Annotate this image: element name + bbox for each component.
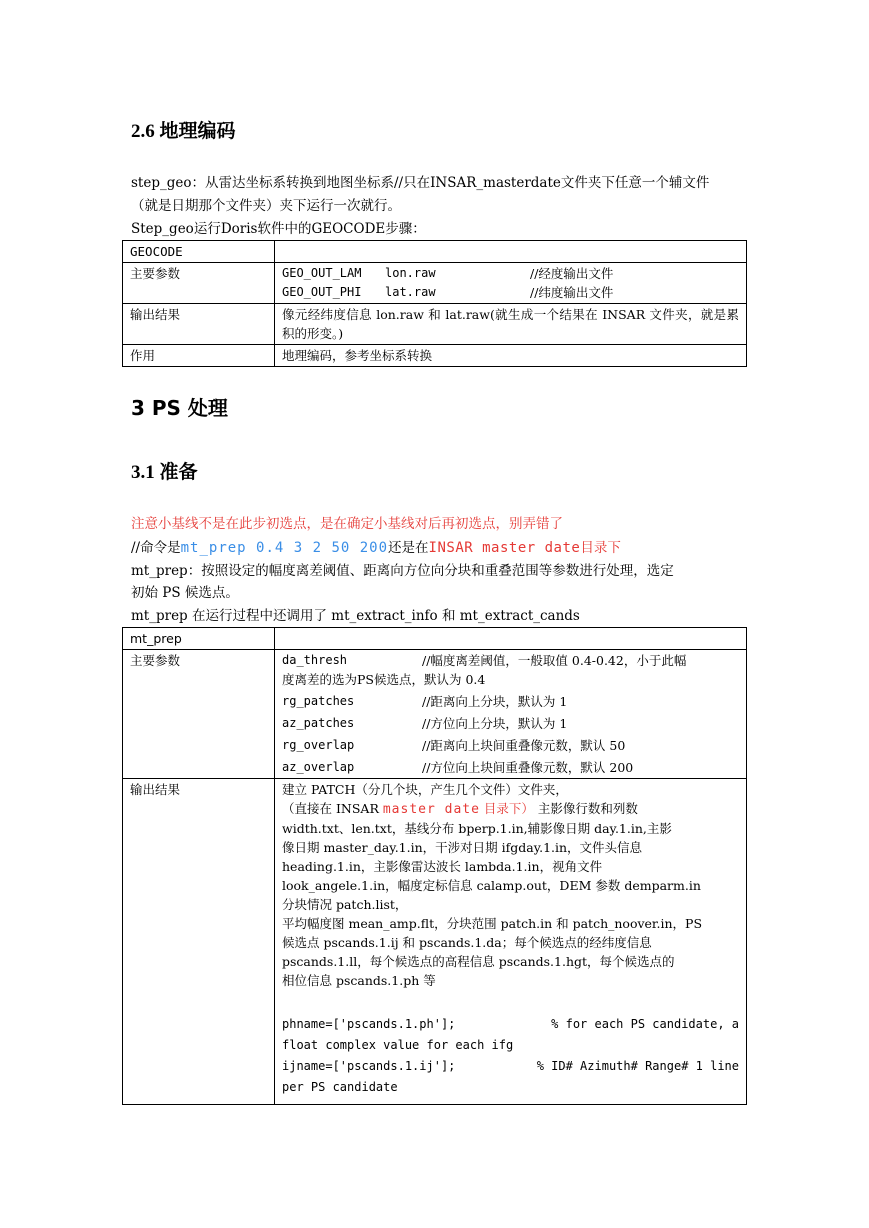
command-suffix: 目录下 bbox=[580, 540, 621, 556]
geocode-output-label: 输出结果 bbox=[123, 304, 275, 345]
geocode-param-row bbox=[282, 264, 739, 283]
mt-prep-params-label: 主要参数 bbox=[123, 650, 275, 779]
blank-line bbox=[282, 990, 739, 1014]
param-value: lat.raw bbox=[385, 285, 436, 299]
output-fragment-red: 目录下） bbox=[483, 801, 534, 816]
mt-prep-param-row bbox=[282, 736, 739, 755]
param-key: GEO_OUT_PHI bbox=[282, 285, 362, 299]
code-line bbox=[282, 1014, 739, 1035]
output-line: 建立 PATCH（分几个块，产生几个文件）文件夹， bbox=[282, 782, 568, 797]
geocode-purpose-label: 作用 bbox=[123, 345, 275, 367]
param-comment: //距离向上分块，默认为 1 bbox=[422, 694, 568, 709]
code-line: float complex value for each ifg bbox=[282, 1038, 514, 1052]
geocode-param-row bbox=[282, 283, 739, 302]
mt-prep-desc-line1: mt_prep：按照设定的幅度离差阈值、距离向方位向分块和重叠范围等参数进行处理，选定 bbox=[131, 563, 674, 579]
output-line: 分块情况 patch.list， bbox=[282, 897, 408, 912]
geocode-params-cell bbox=[275, 263, 747, 304]
mt-prep-table bbox=[122, 627, 747, 1105]
output-line: heading.1.in，主影像雷达波长 lambda.1.in，视角文件 bbox=[282, 859, 603, 874]
mt-prep-param-row bbox=[282, 758, 739, 777]
param-key: GEO_OUT_LAM bbox=[282, 266, 362, 280]
code-comment: % for each PS candidate, a bbox=[551, 1017, 739, 1031]
code-fragment: ijname=['pscands.1.ij']; bbox=[282, 1059, 456, 1073]
param-comment: //纬度输出文件 bbox=[530, 285, 614, 300]
param-key: rg_patches bbox=[282, 694, 355, 708]
mt-prep-table-header-empty bbox=[275, 628, 747, 650]
output-line: pscands.1.ll，每个候选点的高程信息 pscands.1.hgt，每个候选点的 bbox=[282, 954, 675, 969]
mt-prep-table-header: mt_prep bbox=[123, 628, 275, 650]
mt-prep-desc-line3: mt_prep 在运行过程中还调用了 mt_extract_info 和 mt_extract_cands bbox=[131, 608, 580, 624]
warning-note: 注意小基线不是在此步初选点，是在确定小基线对后再初选点，别弄错了 bbox=[131, 516, 563, 532]
param-key: az_patches bbox=[282, 716, 355, 730]
code-fragment: phname=['pscands.1.ph']; bbox=[282, 1017, 456, 1031]
section-2-6-paragraph-line3: Step_geo运行Doris软件中的GEOCODE步骤： bbox=[131, 221, 426, 237]
geocode-purpose-text: 地理编码，参考坐标系转换 bbox=[275, 345, 747, 367]
mt-prep-desc-line2: 初始 PS 候选点。 bbox=[131, 585, 239, 601]
mt-prep-output-cell bbox=[275, 779, 747, 1105]
output-line: 相位信息 pscands.1.ph 等 bbox=[282, 973, 436, 988]
mt-prep-param-row bbox=[282, 714, 739, 733]
mt-prep-param-row bbox=[282, 692, 739, 711]
output-line bbox=[282, 799, 739, 819]
output-line: 像日期 master_day.1.in，干涉对日期 ifgday.1.in，文件头信息 bbox=[282, 840, 643, 855]
mt-prep-output-label: 输出结果 bbox=[123, 779, 275, 1105]
param-comment: //方位向上块间重叠像元数，默认 200 bbox=[422, 760, 634, 775]
command-dir: INSAR master date bbox=[428, 540, 581, 556]
code-comment: % ID# Azimuth# Range# 1 line bbox=[536, 1059, 739, 1073]
command-code: mt_prep 0.4 3 2 50 200 bbox=[180, 540, 389, 556]
param-comment: //幅度离差阈值，一般取值 0.4-0.42，小于此幅 bbox=[422, 653, 687, 668]
mt-prep-param-continuation: 度离差的选为PS候选点，默认为 0.4 bbox=[282, 672, 486, 687]
output-fragment: （直接在 INSAR bbox=[282, 801, 379, 816]
param-comment: //方位向上分块，默认为 1 bbox=[422, 716, 568, 731]
code-line: per PS candidate bbox=[282, 1080, 398, 1094]
section-2-6-paragraph-line2: （就是日期那个文件夹）夹下运行一次就行。 bbox=[131, 198, 401, 214]
output-line: 平均幅度图 mean_amp.flt，分块范围 patch.in 和 patch_noover.in，PS bbox=[282, 916, 703, 931]
section-2-6-paragraph-line1: step_geo：从雷达坐标系转换到地图坐标系//只在INSAR_masterdate文件夹下任意一个辅文件 bbox=[131, 175, 710, 191]
command-mid: 还是在 bbox=[388, 540, 429, 556]
output-line: 候选点 pscands.1.ij 和 pscands.1.da；每个候选点的经纬度信息 bbox=[282, 935, 652, 950]
param-key: rg_overlap bbox=[282, 738, 355, 752]
geocode-table-header: GEOCODE bbox=[123, 241, 275, 263]
param-key: da_thresh bbox=[282, 653, 348, 667]
output-dir-fragment: master date bbox=[382, 802, 480, 817]
geocode-table bbox=[122, 240, 747, 367]
output-fragment: 主影像行数和列数 bbox=[537, 801, 638, 816]
section-3-1-title: 3.1 准备 bbox=[131, 462, 198, 483]
param-comment: //经度输出文件 bbox=[530, 266, 614, 281]
param-key: az_overlap bbox=[282, 760, 355, 774]
code-line bbox=[282, 1056, 739, 1077]
command-prefix: //命令是 bbox=[131, 540, 181, 556]
mt-prep-params-cell bbox=[275, 650, 747, 779]
geocode-params-label: 主要参数 bbox=[123, 263, 275, 304]
section-2-6-title: 2.6 地理编码 bbox=[131, 121, 236, 142]
command-line bbox=[131, 538, 621, 558]
section-3-title: 3 PS 处理 bbox=[131, 396, 228, 420]
output-line: look_angele.1.in，幅度定标信息 calamp.out，DEM 参数 demparm.in bbox=[282, 878, 701, 893]
geocode-output-text: 像元经纬度信息 lon.raw 和 lat.raw(就生成一个结果在 INSAR 文件夹，就是累积的形变。) bbox=[275, 304, 747, 345]
output-line: width.txt、len.txt，基线分布 bperp.1.in,辅影像日期 day.1.in,主影 bbox=[282, 821, 672, 836]
param-comment: //距离向上块间重叠像元数，默认 50 bbox=[422, 738, 626, 753]
param-value: lon.raw bbox=[385, 266, 436, 280]
geocode-table-header-empty bbox=[275, 241, 747, 263]
mt-prep-param-row bbox=[282, 651, 739, 670]
